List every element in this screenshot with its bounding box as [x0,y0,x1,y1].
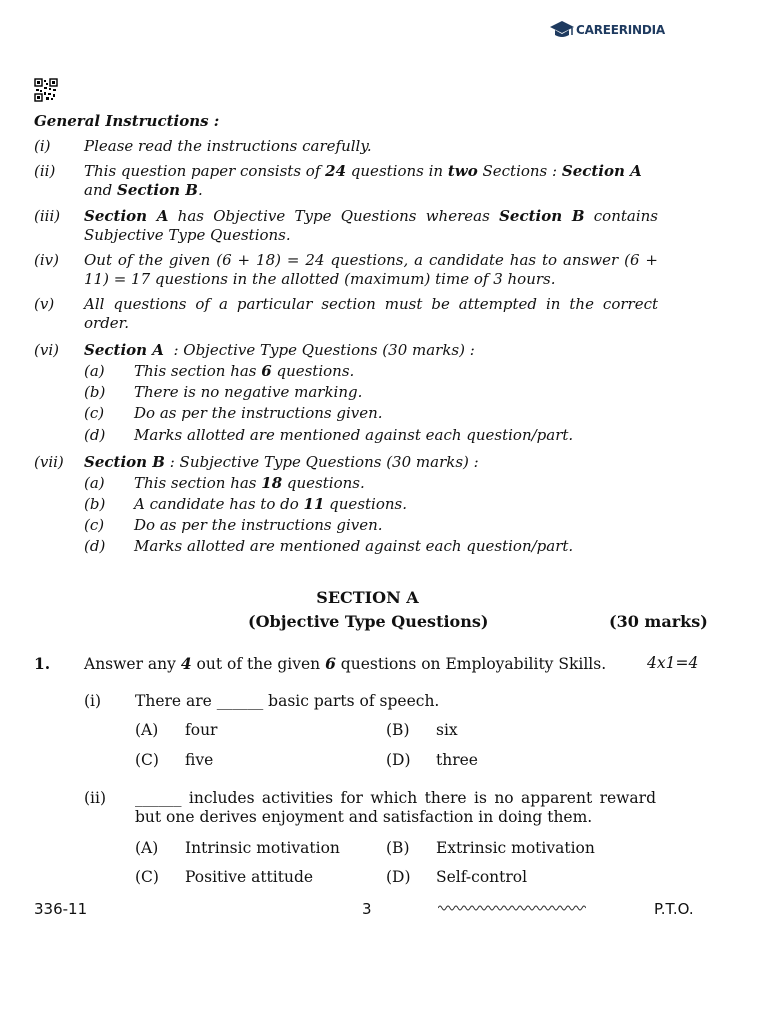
option-label: (A) [135,839,159,857]
question-text: Answer any 4 out of the given 6 questions on Employability Skills. [84,654,607,673]
option-label: (B) [386,839,410,857]
sub-question-text: There are ______ basic parts of speech. [135,692,440,710]
brand-name: CAREERINDIA [576,23,665,37]
option-text: Extrinsic motivation [436,839,595,857]
option-text: three [436,751,478,769]
instruction-text: Section A has Objective Type Questions whereas Section B contains Subjective Type Questions. [84,207,658,244]
sub-instruction: (b) A candidate has to do 11 questions. [84,495,407,513]
section-marks: (30 marks) [609,612,708,631]
instruction-text: Please read the instructions carefully. [84,137,372,155]
option-label: (D) [386,751,411,769]
sub-instruction: (b) There is no negative marking. [84,383,363,401]
option-text: four [185,721,218,739]
graduation-cap-icon [548,20,576,40]
instruction-number: (ii) [34,162,56,180]
instruction-number: (vii) [34,453,64,471]
sub-instruction: (c) Do as per the instructions given. [84,404,383,422]
option-label: (B) [386,721,410,739]
section-subtitle: (Objective Type Questions) [248,612,489,631]
section-title: SECTION A [316,588,419,607]
sub-question-number: (i) [84,692,102,710]
sub-instruction: (c) Do as per the instructions given. [84,516,383,534]
instruction-number: (v) [34,295,55,313]
paper-code: 336-11 [34,900,88,918]
instruction-5 [34,295,658,333]
instruction-number: (vi) [34,341,59,359]
careerindia-logo [548,20,665,40]
instruction-4 [34,251,658,289]
option-text: Self-control [436,868,528,886]
instruction-3 [34,207,658,245]
sub-instruction: (a) This section has 6 questions. [84,362,355,380]
page-number: 3 [362,900,372,918]
instruction-text: This question paper consists of 24 questions in two Sections : Section A and Section B. [84,162,642,199]
sub-question-number: (ii) [84,789,107,807]
instruction-1 [34,137,658,156]
question-marks: 4x1=4 [647,654,699,672]
option-label: (A) [135,721,159,739]
sub-instruction: (a) This section has 18 questions. [84,474,365,492]
qr-code-icon [34,78,58,102]
option-label: (D) [386,868,411,886]
instruction-text: Section B : Subjective Type Questions (30 marks) : [84,453,479,471]
option-label: (C) [135,751,159,769]
option-label: (C) [135,868,159,886]
instruction-text: Section A : Objective Type Questions (30 marks) : [84,341,475,359]
instruction-number: (iii) [34,207,61,225]
sub-instruction: (d) Marks allotted are mentioned against each question/part. [84,537,574,555]
option-text: Intrinsic motivation [185,839,340,857]
sub-instruction: (d) Marks allotted are mentioned against each question/part. [84,426,574,444]
instruction-2 [34,162,658,200]
pto-label: P.T.O. [654,900,694,918]
instruction-number: (i) [34,137,51,155]
general-instructions-title: General Instructions : [34,112,220,130]
instruction-text: All questions of a particular section must be attempted in the correct order. [84,295,658,332]
option-text: six [436,721,458,739]
option-text: five [185,751,214,769]
instruction-number: (iv) [34,251,59,269]
question-number: 1. [34,654,51,673]
instruction-7 [34,453,658,472]
sub-question-text-continued: but one derives enjoyment and satisfaction in doing them. [135,808,593,826]
instruction-text: Out of the given (6 + 18) = 24 questions, a candidate has to answer (6 + 11) = 17 questions in the allotted (maximum) time of 3 hours. [84,251,658,288]
option-text: Positive attitude [185,868,314,886]
wavy-line-decoration [438,904,586,912]
sub-question-text: ______ includes activities for which there is no apparent reward [135,789,656,807]
instruction-6 [34,341,658,360]
